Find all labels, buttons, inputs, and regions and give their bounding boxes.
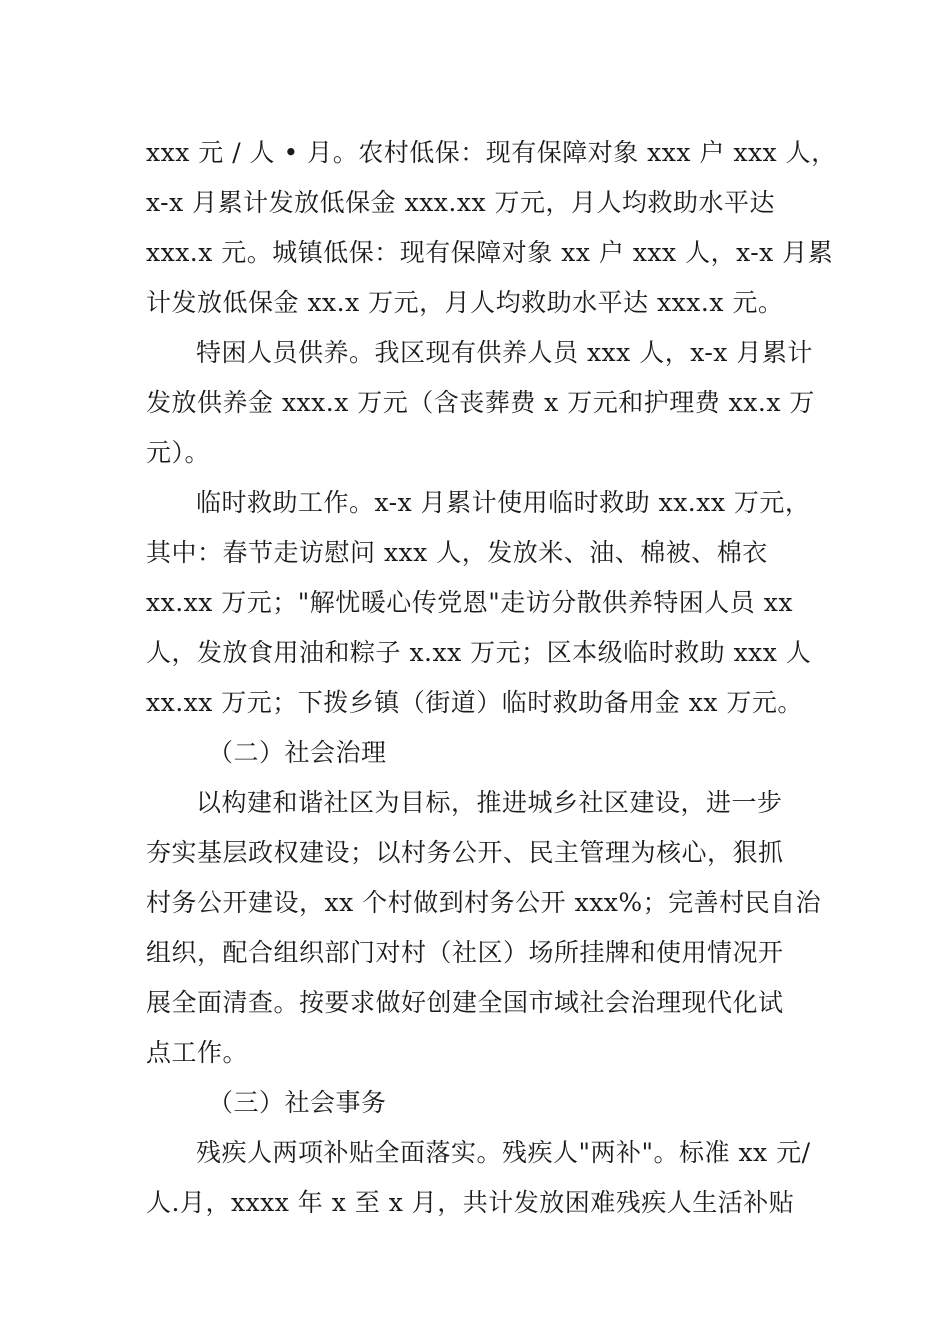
text-line: xxx.x 元。城镇低保：现有保障对象 xx 户 xxx 人，x-x 月累 bbox=[146, 238, 834, 267]
paragraph-first-line: 残疾人两项补贴全面落实。残疾人"两补"。标准 xx 元/ bbox=[196, 1138, 811, 1167]
text-line: 展全面清查。按要求做好创建全国市域社会治理现代化试 bbox=[146, 988, 784, 1017]
text-line: 人，发放食用油和粽子 x.xx 万元；区本级临时救助 xxx 人 bbox=[146, 638, 812, 667]
text-line: 其中：春节走访慰问 xxx 人，发放米、油、棉被、棉衣 bbox=[146, 538, 768, 567]
text-line: 人.月，xxxx 年 x 至 x 月，共计发放困难残疾人生活补贴 bbox=[146, 1188, 795, 1217]
text-line: xxx 元 / 人 • 月。农村低保：现有保障对象 xxx 户 xxx 人， bbox=[146, 138, 837, 167]
text-line: 村务公开建设，xx 个村做到村务公开 xxx%；完善村民自治 bbox=[146, 888, 822, 917]
text-line: 元）。 bbox=[146, 438, 211, 467]
paragraph-first-line: 以构建和谐社区为目标，推进城乡社区建设，进一步 bbox=[196, 788, 783, 817]
section-heading: （三）社会事务 bbox=[208, 1088, 387, 1117]
section-heading: （二）社会治理 bbox=[208, 738, 387, 767]
paragraph-first-line: 特困人员供养。我区现有供养人员 xxx 人，x-x 月累计 bbox=[196, 338, 813, 367]
text-line: xx.xx 万元；下拨乡镇（街道）临时救助备用金 xx 万元。 bbox=[146, 688, 803, 717]
text-line: 点工作。 bbox=[146, 1038, 249, 1067]
text-line: 计发放低保金 xx.x 万元，月人均救助水平达 xxx.x 元。 bbox=[146, 288, 784, 317]
paragraph-first-line: 临时救助工作。x-x 月累计使用临时救助 xx.xx 万元， bbox=[196, 488, 811, 517]
text-line: 夯实基层政权建设；以村务公开、民主管理为核心，狠抓 bbox=[146, 838, 784, 867]
text-line: x-x 月累计发放低保金 xxx.xx 万元，月人均救助水平达 bbox=[146, 188, 775, 217]
text-line: 发放供养金 xxx.x 万元（含丧葬费 x 万元和护理费 xx.x 万 bbox=[146, 388, 815, 417]
text-line: xx.xx 万元；"解忧暖心传党恩"走访分散供养特困人员 xx bbox=[146, 588, 793, 617]
text-line: 组织，配合组织部门对村（社区）场所挂牌和使用情况开 bbox=[146, 938, 784, 967]
